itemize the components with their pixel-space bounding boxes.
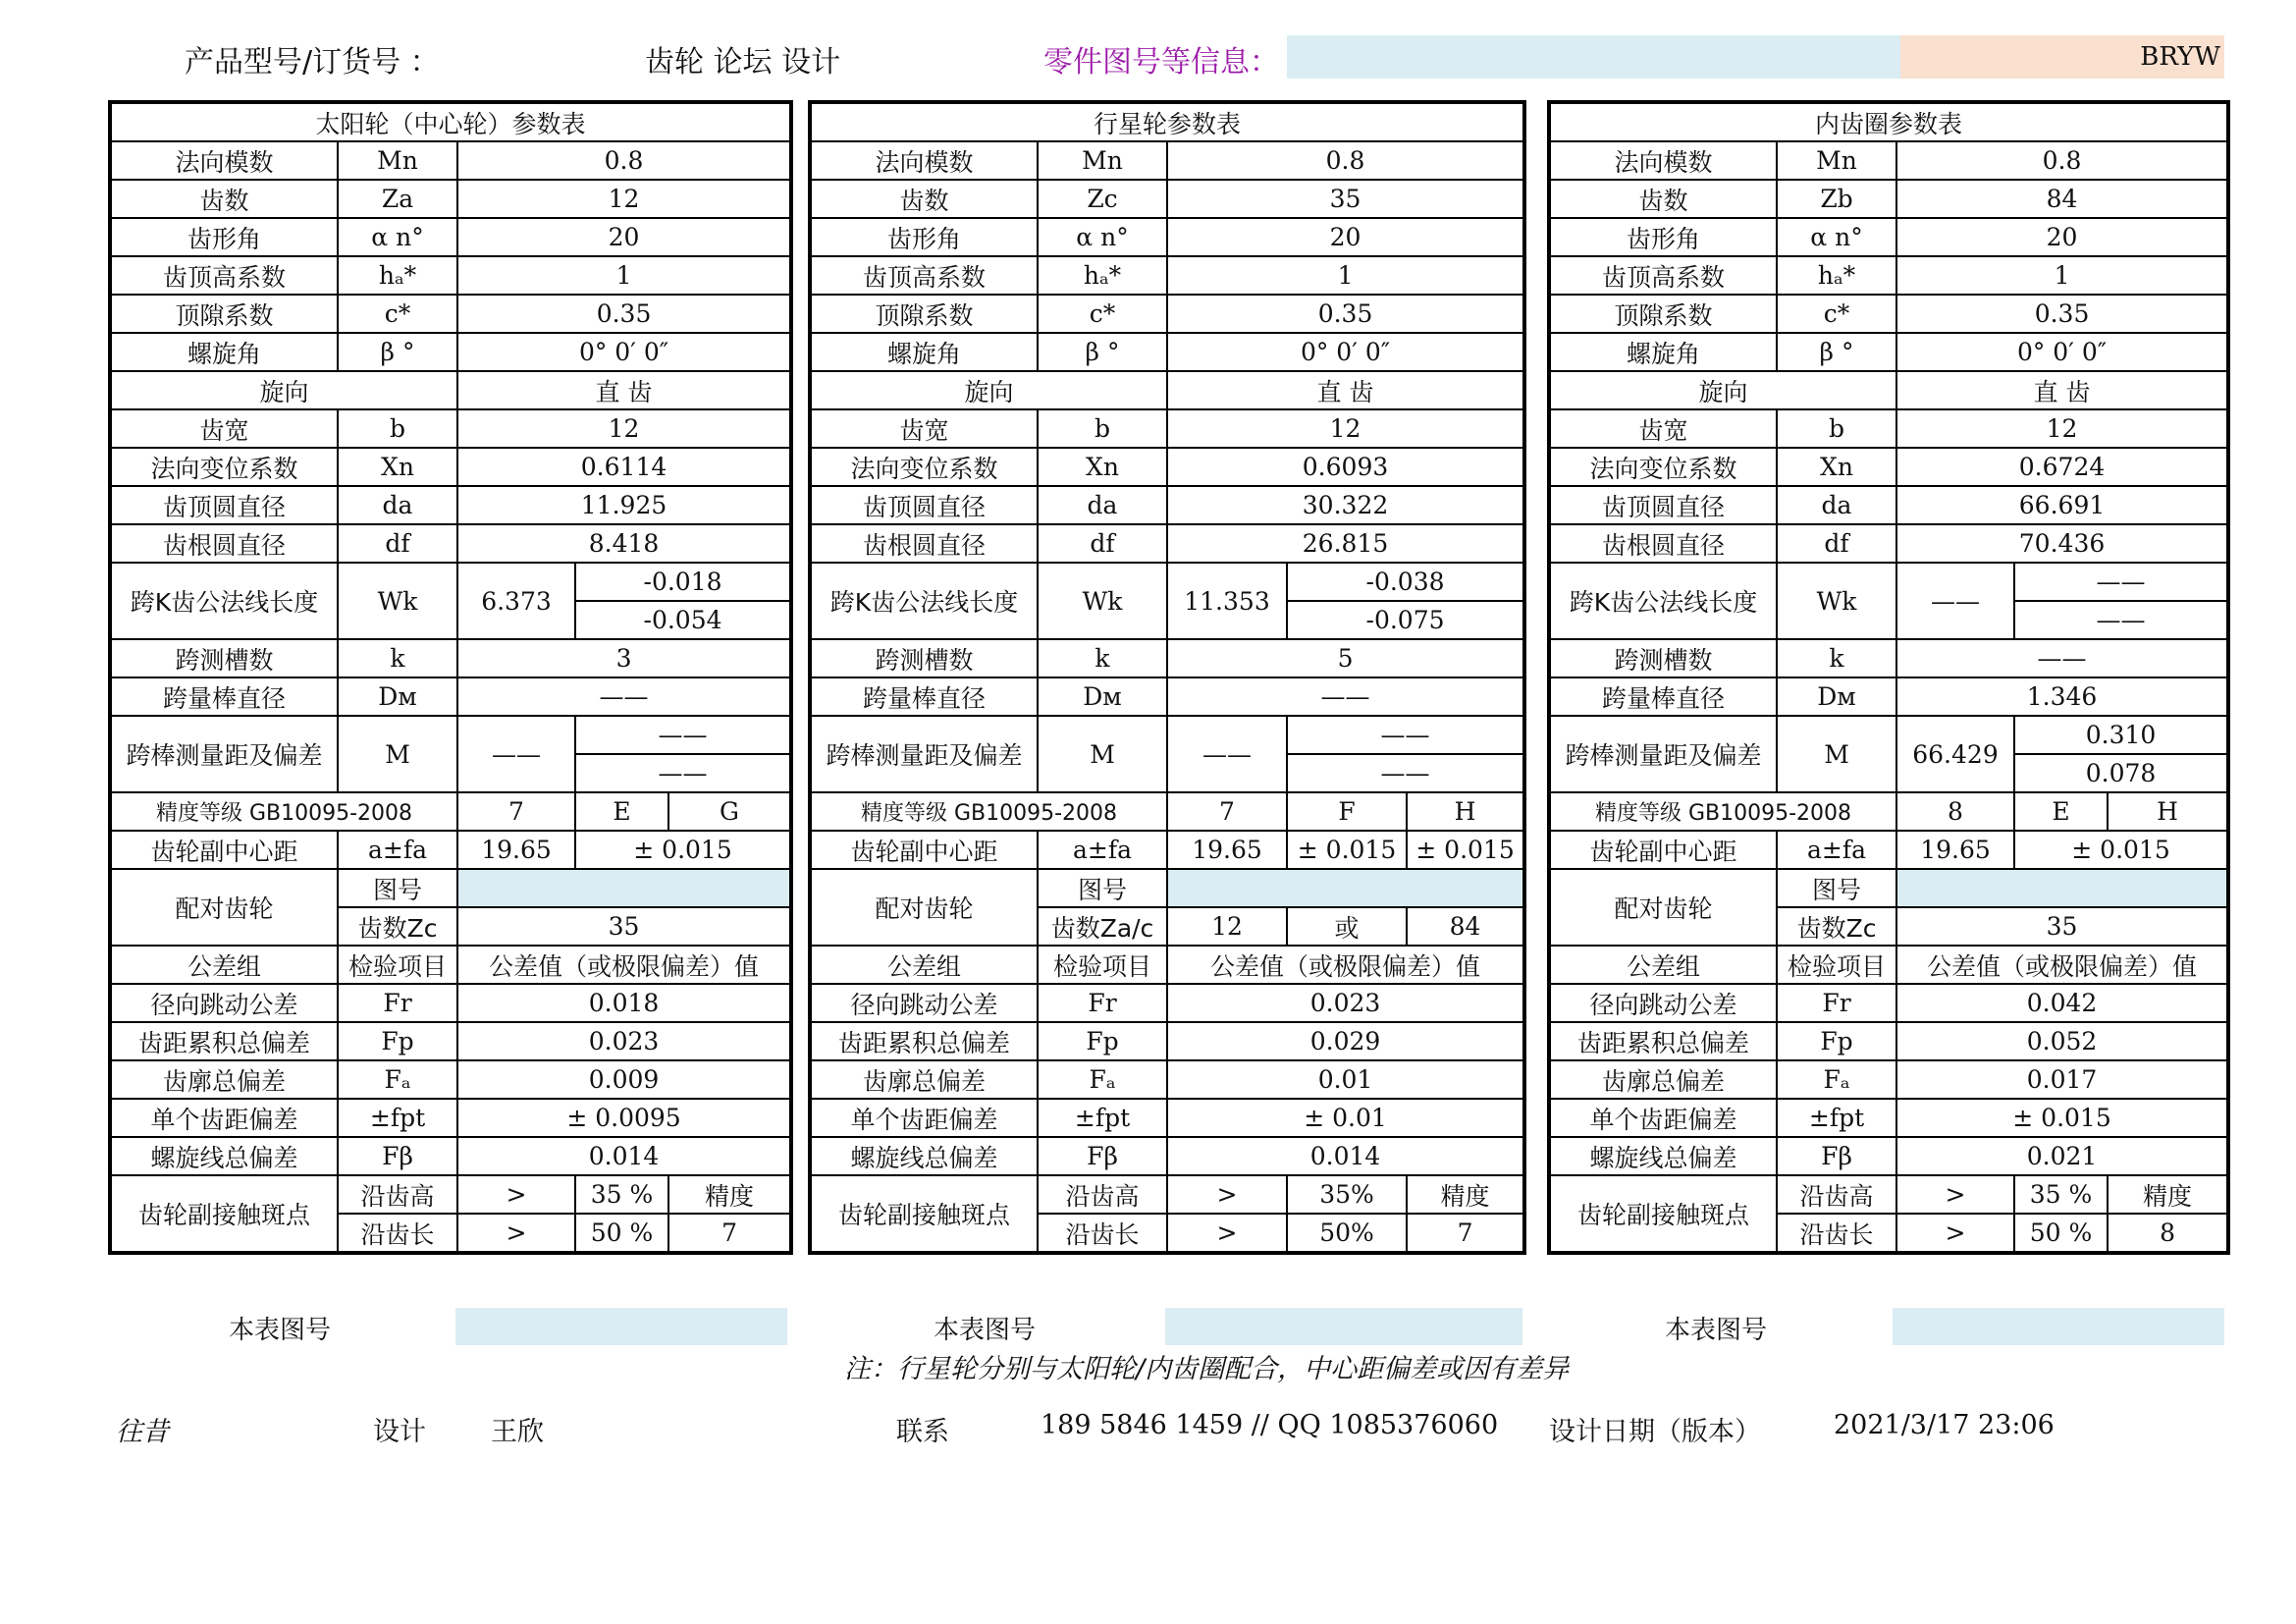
contact-label: 联系 — [896, 1417, 949, 1447]
planet-gear-table — [808, 100, 1526, 1255]
row-symbol: df — [1777, 524, 1896, 563]
width-value: 12 — [457, 409, 791, 448]
grade-c: H — [1407, 792, 1524, 831]
contact-grade-value: 7 — [668, 1214, 791, 1253]
mate-drawing-field[interactable] — [457, 869, 791, 907]
row-symbol: Fp — [1038, 1022, 1167, 1060]
grade-label: 精度等级 GB10095-2008 — [110, 792, 457, 831]
design-label: 设计 — [373, 1417, 426, 1447]
m-upper: 0.310 — [2014, 716, 2228, 754]
row-label: 齿轮副接触斑点 — [810, 1175, 1038, 1253]
module-value: 0.8 — [1896, 141, 2228, 180]
fpt-value: ± 0.0095 — [457, 1099, 791, 1137]
contact-high-sym: > — [457, 1175, 575, 1214]
root-dia-value: 26.815 — [1167, 524, 1524, 563]
clearance-value: 0.35 — [1896, 295, 2228, 333]
row-symbol: Fr — [338, 984, 457, 1022]
wk-lower: -0.075 — [1287, 601, 1524, 639]
date-label: 设计日期（版本） — [1549, 1417, 1761, 1447]
wk-upper: -0.038 — [1287, 563, 1524, 601]
contact-high-value: 35 % — [2014, 1175, 2108, 1214]
row-symbol: c* — [1038, 295, 1167, 333]
fp-value: 0.023 — [457, 1022, 791, 1060]
center-tol-value: ± 0.015 — [575, 831, 791, 869]
center-dist-value: 19.65 — [457, 831, 575, 869]
row-symbol: α n° — [338, 218, 457, 256]
row-symbol: 检验项目 — [1777, 946, 1896, 984]
pressure-angle-value: 20 — [457, 218, 791, 256]
row-label: 配对齿轮 — [1549, 869, 1777, 946]
grade-label: 精度等级 GB10095-2008 — [1549, 792, 1896, 831]
part-code: BRYW — [2140, 42, 2220, 72]
row-label: 法向变位系数 — [110, 448, 338, 486]
contact-high-sym: > — [1167, 1175, 1287, 1214]
teeth-value: 84 — [1896, 180, 2228, 218]
pin-dia-value: 1.346 — [1896, 677, 2228, 716]
clearance-value: 0.35 — [457, 295, 791, 333]
note-text: 注：行星轮分别与太阳轮/内齿圈配合，中心距偏差或因有差异 — [844, 1354, 1570, 1384]
grade-value: 8 — [1896, 792, 2014, 831]
pressure-angle-value: 20 — [1167, 218, 1524, 256]
center-tol-value-2: ± 0.015 — [1407, 831, 1524, 869]
row-symbol: β ° — [1038, 333, 1167, 371]
row-label: 齿顶圆直径 — [810, 486, 1038, 524]
row-label: 径向跳动公差 — [810, 984, 1038, 1022]
row-label: 齿距累积总偏差 — [1549, 1022, 1777, 1060]
addendum-value: 1 — [1896, 256, 2228, 295]
row-symbol: Zb — [1777, 180, 1896, 218]
pin-dia-value: —— — [1167, 677, 1524, 716]
row-label: 旋向 — [810, 371, 1167, 409]
row-symbol: Fr — [1777, 984, 1896, 1022]
row-symbol: 沿齿高 — [338, 1175, 457, 1214]
table-title: 太阳轮（中心轮）参数表 — [110, 102, 791, 141]
row-symbol: Mn — [1038, 141, 1167, 180]
row-label: 配对齿轮 — [810, 869, 1038, 946]
m-value: —— — [1167, 716, 1287, 792]
row-label: 齿根圆直径 — [810, 524, 1038, 563]
row-label: 齿宽 — [810, 409, 1038, 448]
row-symbol: ±fpt — [338, 1099, 457, 1137]
row-symbol: 沿齿长 — [1777, 1214, 1896, 1253]
m-upper: —— — [575, 716, 791, 754]
row-label: 齿顶高系数 — [810, 256, 1038, 295]
fp-value: 0.029 — [1167, 1022, 1524, 1060]
row-label: 齿轮副中心距 — [810, 831, 1038, 869]
row-label: 螺旋角 — [1549, 333, 1777, 371]
row-symbol: Wk — [338, 563, 457, 639]
width-value: 12 — [1896, 409, 2228, 448]
row-symbol: df — [1038, 524, 1167, 563]
designer-name: 王欣 — [491, 1417, 544, 1447]
fp-value: 0.052 — [1896, 1022, 2228, 1060]
fb-value: 0.021 — [1896, 1137, 2228, 1175]
row-label: 跨测槽数 — [810, 639, 1038, 677]
drawing-no-field-sun[interactable] — [455, 1308, 787, 1345]
row-label: 齿距累积总偏差 — [110, 1022, 338, 1060]
center-dist-value: 19.65 — [1167, 831, 1287, 869]
grade-value: 7 — [457, 792, 575, 831]
row-symbol: 沿齿高 — [1777, 1175, 1896, 1214]
m-lower: —— — [1287, 754, 1524, 792]
row-label: 顶隙系数 — [110, 295, 338, 333]
width-value: 12 — [1167, 409, 1524, 448]
mate-teeth-value: 35 — [1896, 907, 2228, 946]
row-label: 齿根圆直径 — [110, 524, 338, 563]
row-symbol: hₐ* — [1777, 256, 1896, 295]
addendum-value: 1 — [1167, 256, 1524, 295]
row-label: 螺旋角 — [110, 333, 338, 371]
row-label: 单个齿距偏差 — [810, 1099, 1038, 1137]
row-symbol: hₐ* — [1038, 256, 1167, 295]
row-label: 齿宽 — [110, 409, 338, 448]
hand-value: 直 齿 — [1896, 371, 2228, 409]
row-label: 单个齿距偏差 — [110, 1099, 338, 1137]
contact-grade-value: 7 — [1407, 1214, 1524, 1253]
shift-value: 0.6114 — [457, 448, 791, 486]
row-symbol: Mn — [338, 141, 457, 180]
clearance-value: 0.35 — [1167, 295, 1524, 333]
row-label: 旋向 — [1549, 371, 1896, 409]
contact-long-sym: > — [1896, 1214, 2014, 1253]
mate-or: 或 — [1287, 907, 1407, 946]
sun-gear-table — [108, 100, 793, 1255]
row-label: 法向变位系数 — [810, 448, 1038, 486]
row-symbol: Dм — [1038, 677, 1167, 716]
row-label: 公差组 — [110, 946, 338, 984]
m-upper: —— — [1287, 716, 1524, 754]
row-label: 公差组 — [810, 946, 1038, 984]
row-label: 齿顶圆直径 — [1549, 486, 1777, 524]
teeth-value: 35 — [1167, 180, 1524, 218]
row-symbol: Xn — [338, 448, 457, 486]
hand-value: 直 齿 — [1167, 371, 1524, 409]
row-symbol: β ° — [338, 333, 457, 371]
row-label: 齿数 — [810, 180, 1038, 218]
fa-value: 0.01 — [1167, 1060, 1524, 1099]
row-symbol: hₐ* — [338, 256, 457, 295]
tip-dia-value: 30.322 — [1167, 486, 1524, 524]
row-label: 跨量棒直径 — [1549, 677, 1777, 716]
fr-value: 0.023 — [1167, 984, 1524, 1022]
row-symbol: b — [1777, 409, 1896, 448]
contact-long-sym: > — [457, 1214, 575, 1253]
drawing-no-field-ring[interactable] — [1893, 1308, 2224, 1345]
root-dia-value: 8.418 — [457, 524, 791, 563]
row-symbol: k — [338, 639, 457, 677]
row-symbol: c* — [338, 295, 457, 333]
row-label: 跨测槽数 — [1549, 639, 1777, 677]
row-symbol: Fₐ — [1038, 1060, 1167, 1099]
row-label: 齿数 — [1549, 180, 1777, 218]
accuracy-label: 精度 — [668, 1175, 791, 1214]
row-label: 跨量棒直径 — [110, 677, 338, 716]
table-title: 行星轮参数表 — [810, 102, 1524, 141]
row-symbol: da — [1777, 486, 1896, 524]
row-label: 螺旋线总偏差 — [110, 1137, 338, 1175]
row-symbol: M — [1038, 716, 1167, 792]
row-symbol: Xn — [1038, 448, 1167, 486]
row-symbol: a±fa — [338, 831, 457, 869]
row-symbol: ±fpt — [1038, 1099, 1167, 1137]
row-label: 齿数 — [110, 180, 338, 218]
hand-value: 直 齿 — [457, 371, 791, 409]
row-label: 法向变位系数 — [1549, 448, 1777, 486]
center-tol-value: ± 0.015 — [1287, 831, 1407, 869]
row-label: 跨测槽数 — [110, 639, 338, 677]
row-label: 公差组 — [1549, 946, 1777, 984]
row-symbol: a±fa — [1777, 831, 1896, 869]
row-label: 齿轮副接触斑点 — [110, 1175, 338, 1253]
module-value: 0.8 — [1167, 141, 1524, 180]
row-label: 齿根圆直径 — [1549, 524, 1777, 563]
row-label: 跨棒测量距及偏差 — [110, 716, 338, 792]
row-label: 法向模数 — [110, 141, 338, 180]
row-label: 齿廓总偏差 — [810, 1060, 1038, 1099]
row-symbol: M — [338, 716, 457, 792]
row-label: 径向跳动公差 — [110, 984, 338, 1022]
wk-value: 6.373 — [457, 563, 575, 639]
pin-dia-value: —— — [457, 677, 791, 716]
m-value: —— — [457, 716, 575, 792]
row-symbol: k — [1038, 639, 1167, 677]
center-dist-value: 19.65 — [1896, 831, 2014, 869]
row-label: 径向跳动公差 — [1549, 984, 1777, 1022]
contact-grade-value: 8 — [2108, 1214, 2228, 1253]
span-value: 3 — [457, 639, 791, 677]
grade-b: E — [575, 792, 668, 831]
row-symbol: a±fa — [1038, 831, 1167, 869]
drawing-no-label-ring: 本表图号 — [1665, 1316, 1768, 1345]
mate-drawing-field[interactable] — [1167, 869, 1524, 907]
product-value: 齿轮 论坛 设计 — [645, 45, 841, 80]
row-label: 螺旋线总偏差 — [1549, 1137, 1777, 1175]
addendum-value: 1 — [457, 256, 791, 295]
row-symbol: Fβ — [1038, 1137, 1167, 1175]
row-symbol: α n° — [1777, 218, 1896, 256]
row-label: 跨棒测量距及偏差 — [1549, 716, 1777, 792]
row-label: 齿轮副接触斑点 — [1549, 1175, 1777, 1253]
contact-info: 189 5846 1459 // QQ 1085376060 — [1041, 1410, 1499, 1440]
row-label: 齿形角 — [810, 218, 1038, 256]
row-label: 跨量棒直径 — [810, 677, 1038, 716]
row-label: 齿顶高系数 — [1549, 256, 1777, 295]
row-label: 齿廓总偏差 — [110, 1060, 338, 1099]
contact-long-sym: > — [1167, 1214, 1287, 1253]
fr-value: 0.018 — [457, 984, 791, 1022]
row-symbol: 图号 — [1038, 869, 1167, 907]
row-label: 旋向 — [110, 371, 457, 409]
row-symbol: Fₐ — [338, 1060, 457, 1099]
tol-value-header: 公差值（或极限偏差）值 — [457, 946, 791, 984]
row-label: 螺旋角 — [810, 333, 1038, 371]
row-label: 齿宽 — [1549, 409, 1777, 448]
wk-lower: —— — [2014, 601, 2228, 639]
row-symbol: 沿齿高 — [1038, 1175, 1167, 1214]
grade-c: H — [2108, 792, 2228, 831]
row-symbol: da — [338, 486, 457, 524]
row-symbol: Mn — [1777, 141, 1896, 180]
tip-dia-value: 11.925 — [457, 486, 791, 524]
row-symbol: Za — [338, 180, 457, 218]
grade-value: 7 — [1167, 792, 1287, 831]
row-label: 法向模数 — [1549, 141, 1777, 180]
row-label: 跨棒测量距及偏差 — [810, 716, 1038, 792]
row-symbol: β ° — [1777, 333, 1896, 371]
row-symbol: Fp — [1777, 1022, 1896, 1060]
row-label: 跨K齿公法线长度 — [110, 563, 338, 639]
helix-value: 0° 0′ 0″ — [1896, 333, 2228, 371]
helix-value: 0° 0′ 0″ — [457, 333, 791, 371]
row-symbol: 图号 — [338, 869, 457, 907]
row-symbol: c* — [1777, 295, 1896, 333]
row-symbol: Fₐ — [1777, 1060, 1896, 1099]
fa-value: 0.017 — [1896, 1060, 2228, 1099]
grade-c: G — [668, 792, 791, 831]
row-symbol: Fp — [338, 1022, 457, 1060]
mate-teeth-value: 35 — [457, 907, 791, 946]
wk-lower: -0.054 — [575, 601, 791, 639]
brand-text: 往昔 — [116, 1417, 169, 1447]
design-date: 2021/3/17 23:06 — [1834, 1410, 2055, 1440]
contact-high-sym: > — [1896, 1175, 2014, 1214]
row-label: 齿顶圆直径 — [110, 486, 338, 524]
row-symbol: Fβ — [338, 1137, 457, 1175]
row-symbol: b — [1038, 409, 1167, 448]
drawing-no-field-planet[interactable] — [1165, 1308, 1522, 1345]
mate-drawing-field[interactable] — [1896, 869, 2228, 907]
row-symbol: Xn — [1777, 448, 1896, 486]
row-label: 齿廓总偏差 — [1549, 1060, 1777, 1099]
table-title: 内齿圈参数表 — [1549, 102, 2228, 141]
m-value: 66.429 — [1896, 716, 2014, 792]
contact-high-value: 35 % — [575, 1175, 668, 1214]
row-symbol: ±fpt — [1777, 1099, 1896, 1137]
row-symbol: Dм — [338, 677, 457, 716]
fb-value: 0.014 — [1167, 1137, 1524, 1175]
row-label: 法向模数 — [810, 141, 1038, 180]
shift-value: 0.6724 — [1896, 448, 2228, 486]
row-label: 齿形角 — [1549, 218, 1777, 256]
row-symbol: α n° — [1038, 218, 1167, 256]
accuracy-label: 精度 — [2108, 1175, 2228, 1214]
row-symbol: 图号 — [1777, 869, 1896, 907]
mate-teeth-b: 84 — [1407, 907, 1524, 946]
row-symbol: 沿齿长 — [1038, 1214, 1167, 1253]
accuracy-label: 精度 — [1407, 1175, 1524, 1214]
row-label: 螺旋线总偏差 — [810, 1137, 1038, 1175]
row-label: 跨K齿公法线长度 — [1549, 563, 1777, 639]
fb-value: 0.014 — [457, 1137, 791, 1175]
row-symbol: da — [1038, 486, 1167, 524]
pressure-angle-value: 20 — [1896, 218, 2228, 256]
span-value: —— — [1896, 639, 2228, 677]
row-symbol: Fβ — [1777, 1137, 1896, 1175]
row-symbol: df — [338, 524, 457, 563]
shift-value: 0.6093 — [1167, 448, 1524, 486]
part-info-label: 零件图号等信息： — [1043, 45, 1279, 80]
contact-long-value: 50 % — [2014, 1214, 2108, 1253]
fr-value: 0.042 — [1896, 984, 2228, 1022]
wk-upper: -0.018 — [575, 563, 791, 601]
helix-value: 0° 0′ 0″ — [1167, 333, 1524, 371]
tol-value-header: 公差值（或极限偏差）值 — [1896, 946, 2228, 984]
grade-label: 精度等级 GB10095-2008 — [810, 792, 1167, 831]
drawing-no-label-sun: 本表图号 — [229, 1316, 332, 1345]
row-symbol: M — [1777, 716, 1896, 792]
teeth-value: 12 — [457, 180, 791, 218]
row-symbol: 齿数Zc — [338, 907, 457, 946]
fpt-value: ± 0.015 — [1896, 1099, 2228, 1137]
row-label: 齿轮副中心距 — [110, 831, 338, 869]
contact-long-value: 50% — [1287, 1214, 1407, 1253]
tip-dia-value: 66.691 — [1896, 486, 2228, 524]
row-label: 顶隙系数 — [1549, 295, 1777, 333]
row-symbol: Fr — [1038, 984, 1167, 1022]
row-label: 顶隙系数 — [810, 295, 1038, 333]
ring-gear-table — [1547, 100, 2230, 1255]
wk-value: 11.353 — [1167, 563, 1287, 639]
row-symbol: Zc — [1038, 180, 1167, 218]
mate-teeth-a: 12 — [1167, 907, 1287, 946]
row-symbol: Dм — [1777, 677, 1896, 716]
row-symbol: 齿数Zc — [1777, 907, 1896, 946]
grade-b: E — [2014, 792, 2108, 831]
row-symbol: b — [338, 409, 457, 448]
row-symbol: k — [1777, 639, 1896, 677]
m-lower: 0.078 — [2014, 754, 2228, 792]
m-lower: —— — [575, 754, 791, 792]
row-symbol: 沿齿长 — [338, 1214, 457, 1253]
row-label: 配对齿轮 — [110, 869, 338, 946]
row-symbol: 检验项目 — [1038, 946, 1167, 984]
row-symbol: Wk — [1777, 563, 1896, 639]
wk-upper: —— — [2014, 563, 2228, 601]
grade-b: F — [1287, 792, 1407, 831]
drawing-no-label-planet: 本表图号 — [934, 1316, 1037, 1345]
row-label: 跨K齿公法线长度 — [810, 563, 1038, 639]
row-symbol: 检验项目 — [338, 946, 457, 984]
wk-value: —— — [1896, 563, 2014, 639]
fa-value: 0.009 — [457, 1060, 791, 1099]
root-dia-value: 70.436 — [1896, 524, 2228, 563]
row-label: 齿轮副中心距 — [1549, 831, 1777, 869]
contact-high-value: 35% — [1287, 1175, 1407, 1214]
fpt-value: ± 0.01 — [1167, 1099, 1524, 1137]
product-label: 产品型号/订货号 ： — [185, 45, 440, 80]
span-value: 5 — [1167, 639, 1524, 677]
row-symbol: 齿数Za/c — [1038, 907, 1167, 946]
row-label: 齿形角 — [110, 218, 338, 256]
module-value: 0.8 — [457, 141, 791, 180]
row-label: 单个齿距偏差 — [1549, 1099, 1777, 1137]
center-tol-value: ± 0.015 — [2014, 831, 2228, 869]
contact-long-value: 50 % — [575, 1214, 668, 1253]
row-label: 齿距累积总偏差 — [810, 1022, 1038, 1060]
row-label: 齿顶高系数 — [110, 256, 338, 295]
part-info-field[interactable] — [1287, 35, 1900, 79]
tol-value-header: 公差值（或极限偏差）值 — [1167, 946, 1524, 984]
row-symbol: Wk — [1038, 563, 1167, 639]
